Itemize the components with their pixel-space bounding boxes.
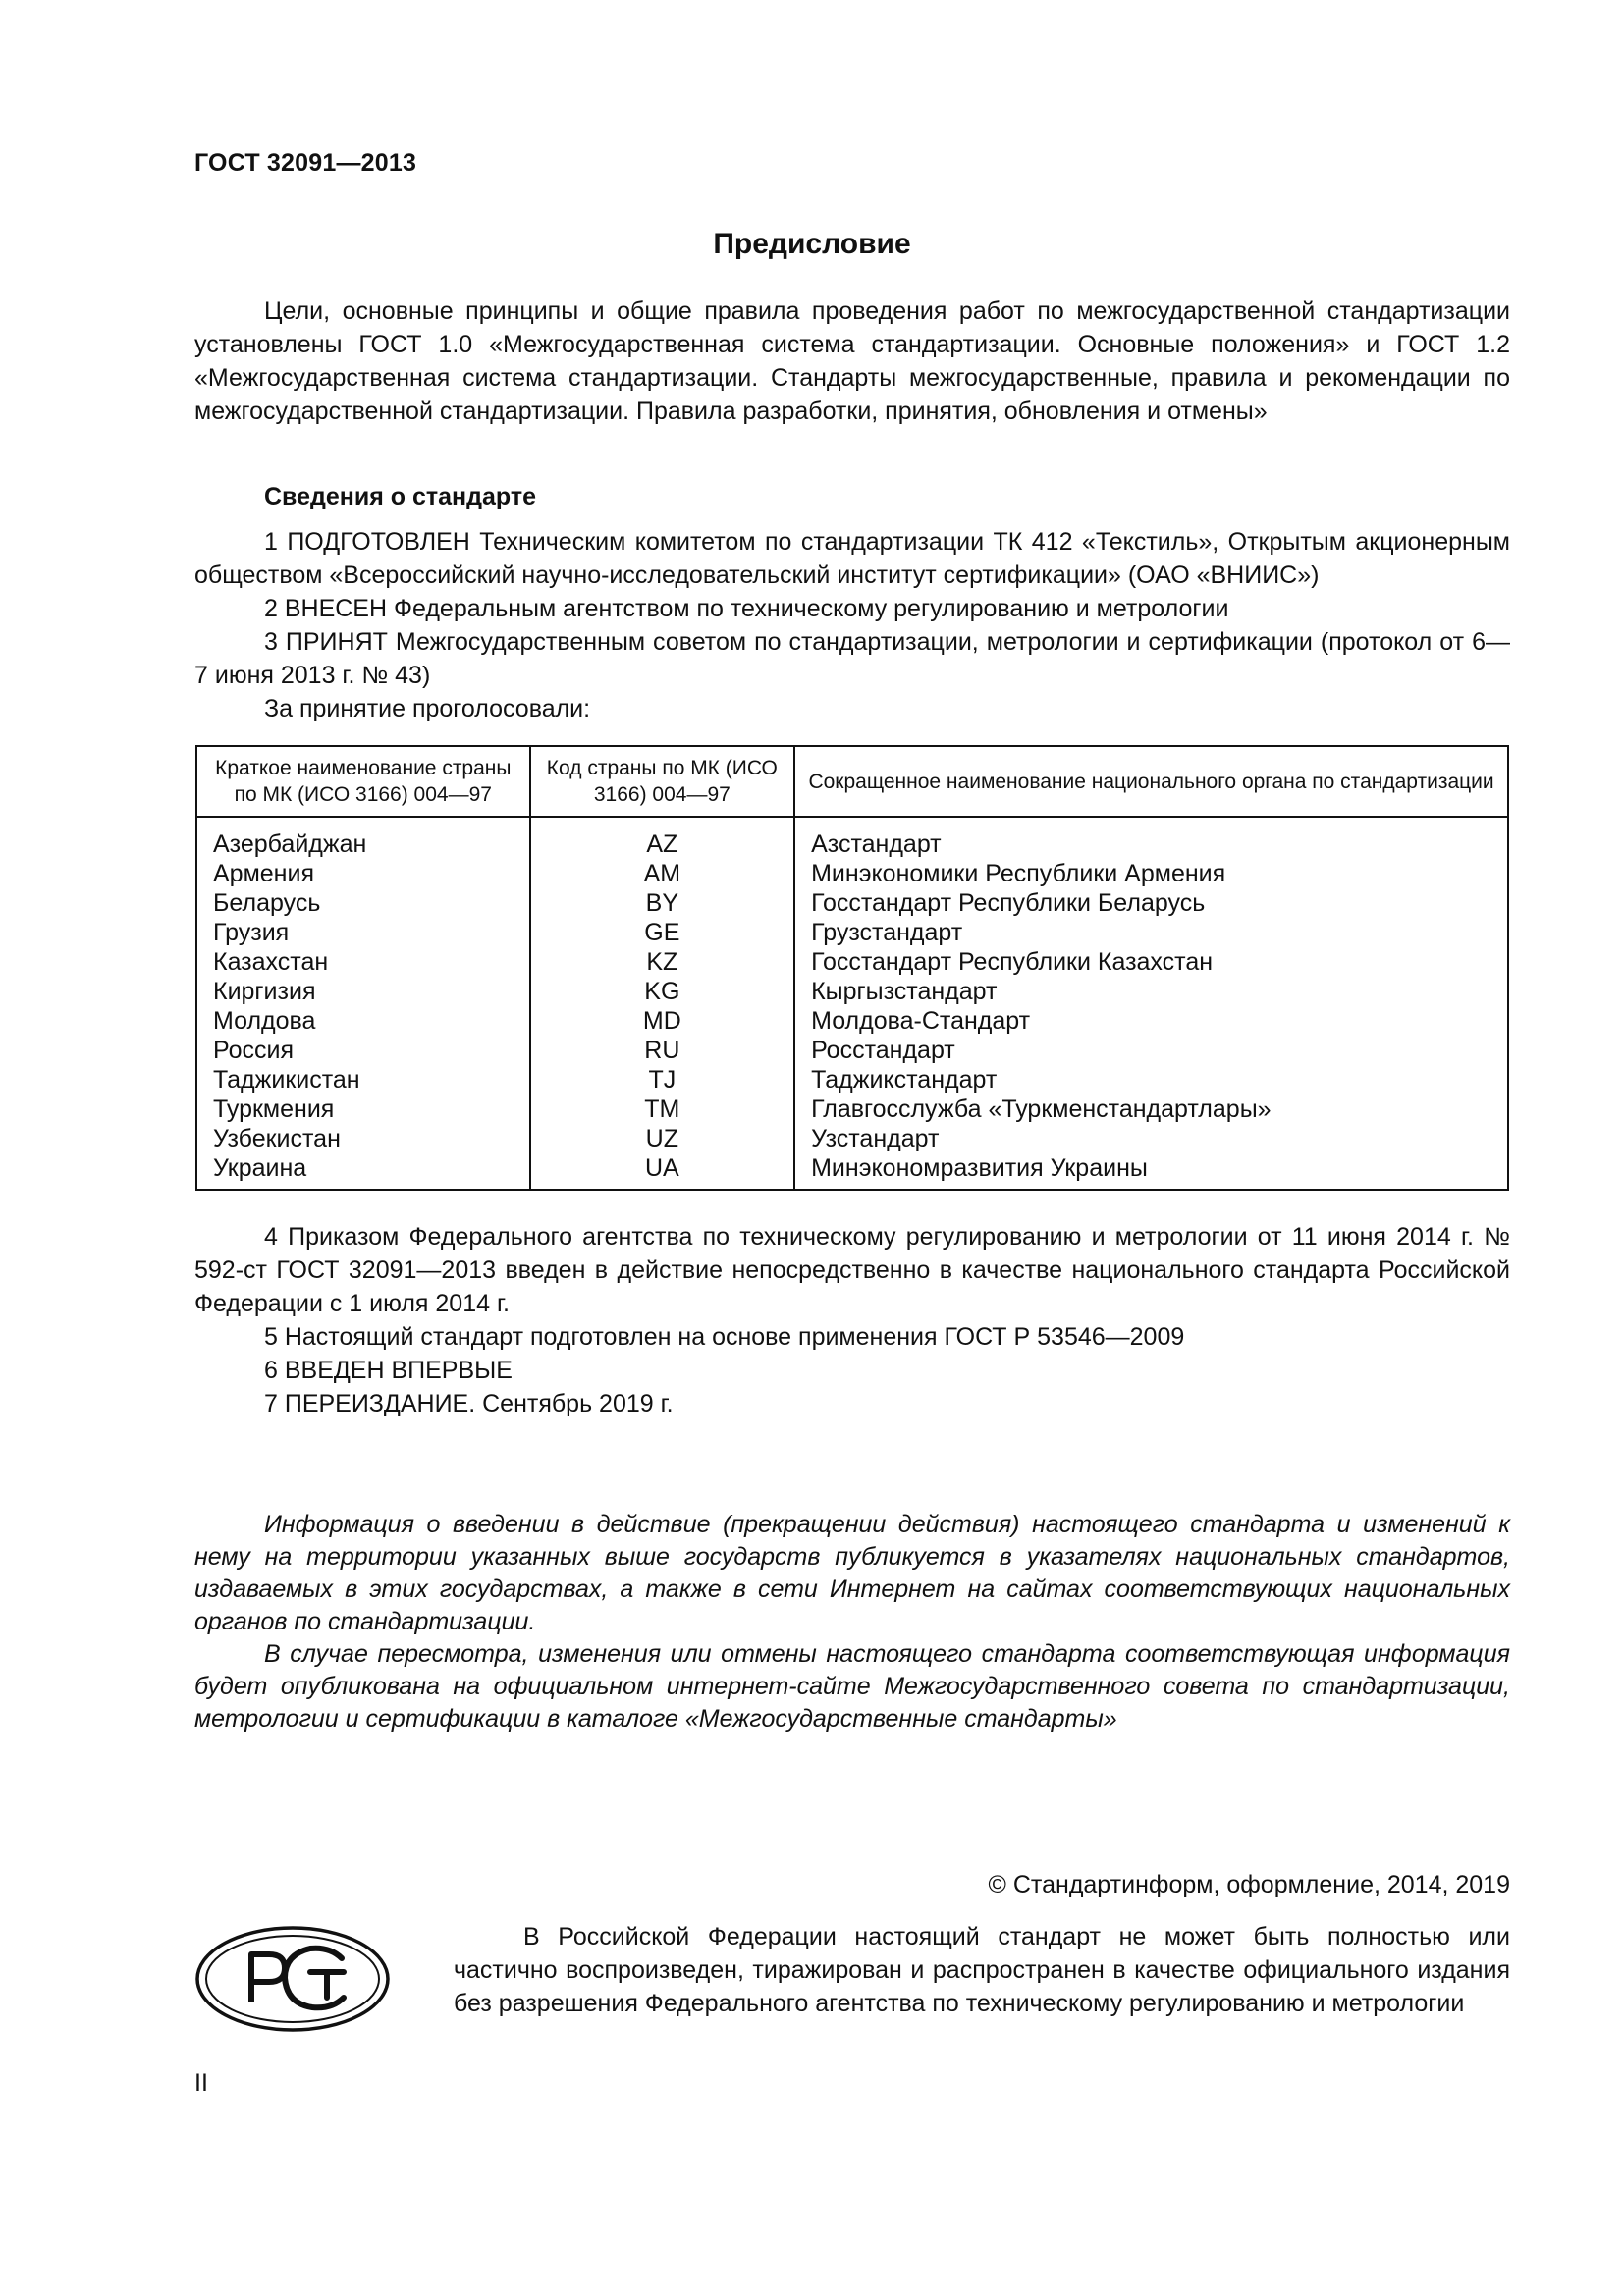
- country-name-cell: Туркмения: [196, 1095, 530, 1124]
- info-item-7: 7 ПЕРЕИЗДАНИЕ. Сентябрь 2019 г.: [264, 1390, 674, 1417]
- info-item-2: 2 ВНЕСЕН Федеральным агентством по техническому регулированию и метрологии: [264, 595, 1229, 622]
- table-row: [196, 918, 1508, 947]
- national-body-cell: Кыргызстандарт: [794, 977, 1508, 1006]
- country-code-cell: GE: [530, 918, 795, 947]
- voted-label: За принятие проголосовали:: [264, 695, 591, 722]
- table-row: [196, 1036, 1508, 1065]
- table-row: [196, 1124, 1508, 1153]
- rights-notice: [454, 1920, 1510, 2020]
- country-code-cell: KZ: [530, 947, 795, 977]
- header-country-code: Код страны по МК (ИСО 3166) 004—97: [530, 746, 795, 817]
- national-body-cell: Молдова-Стандарт: [794, 1006, 1508, 1036]
- table-row: [196, 1006, 1508, 1036]
- intro-paragraph: Цели, основные принципы и общие правила проведения работ по межгосударственной стандартизации установлены ГОСТ 1.0 «Межгосударственная система стандартизации. Основные положения» и ГОСТ 1.2 «Межгосударственная система стандартизации. Стандарты межгосударственные, правила и рекомендации по межгосударственной стандартизации. Правила разработки, принятия, обновления и отмены»: [194, 297, 1510, 425]
- info-item-5: 5 Настоящий стандарт подготовлен на основе применения ГОСТ Р 53546—2009: [264, 1323, 1185, 1351]
- country-name-cell: Беларусь: [196, 888, 530, 918]
- table-row: [196, 1065, 1508, 1095]
- info-item-3: 3 ПРИНЯТ Межгосударственным советом по стандартизации, метрологии и сертификации (протокол от 6—7 июня 2013 г. № 43): [194, 628, 1510, 689]
- country-name-cell: Казахстан: [196, 947, 530, 977]
- info-paragraph-2: В случае пересмотра, изменения или отмены настоящего стандарта соответствующая информация будет опубликована на официальном интернет-сайте Межгосударственного совета по стандартизации, метрологии и сертификации в каталоге «Межгосударственные стандарты»: [194, 1640, 1510, 1733]
- rights-paragraph: В Российской Федерации настоящий стандарт не может быть полностью или частично воспроизведен, тиражирован и распространен в качестве официального издания без разрешения Федерального агентства по техническому регулированию и метрологии: [454, 1923, 1510, 2017]
- pst-certification-mark-icon: [194, 1925, 391, 2033]
- svedeniya-heading: Сведения о стандарте: [264, 483, 537, 510]
- country-code-cell: KG: [530, 977, 795, 1006]
- table-row: [196, 977, 1508, 1006]
- standard-code-header: ГОСТ 32091—2013: [194, 149, 417, 177]
- national-body-cell: Грузстандарт: [794, 918, 1508, 947]
- country-name-cell: Армения: [196, 859, 530, 888]
- national-body-cell: Госстандарт Республики Казахстан: [794, 947, 1508, 977]
- standard-info-list-bottom: [194, 1220, 1510, 1420]
- national-body-cell: Госстандарт Республики Беларусь: [794, 888, 1508, 918]
- table-row: [196, 817, 1508, 859]
- country-name-cell: Узбекистан: [196, 1124, 530, 1153]
- table-row: [196, 1153, 1508, 1190]
- country-code-cell: AM: [530, 859, 795, 888]
- country-name-cell: Грузия: [196, 918, 530, 947]
- table-row: [196, 947, 1508, 977]
- country-code-cell: RU: [530, 1036, 795, 1065]
- country-code-cell: AZ: [530, 817, 795, 859]
- info-paragraph-1: Информация о введении в действие (прекращении действия) настоящего стандарта и изменений к нему на территории указанных выше государств публикуется в указателях национальных стандартов, издаваемых в этих государствах, а также в сети Интернет на сайтах соответствующих национальных органов по стандартизации.: [194, 1511, 1510, 1635]
- table-row: [196, 859, 1508, 888]
- header-national-body: Сокращенное наименование национального органа по стандартизации: [794, 746, 1508, 817]
- national-body-cell: Главгосслужба «Туркменстандартлары»: [794, 1095, 1508, 1124]
- country-code-cell: TJ: [530, 1065, 795, 1095]
- table-row: [196, 888, 1508, 918]
- italic-information-block: [194, 1509, 1510, 1735]
- country-name-cell: Таджикистан: [196, 1065, 530, 1095]
- table-header-row: [196, 746, 1508, 817]
- country-code-cell: UA: [530, 1153, 795, 1190]
- country-name-cell: Украина: [196, 1153, 530, 1190]
- standard-info-list-top: [194, 525, 1510, 725]
- info-item-1: 1 ПОДГОТОВЛЕН Техническим комитетом по стандартизации ТК 412 «Текстиль», Открытым акционерным обществом «Всероссийский научно-исследовательский институт сертификации» (ОАО «ВНИИС»): [194, 528, 1510, 589]
- country-code-cell: BY: [530, 888, 795, 918]
- country-name-cell: Киргизия: [196, 977, 530, 1006]
- info-item-4: 4 Приказом Федерального агентства по техническому регулированию и метрологии от 11 июня 2014 г. № 592-ст ГОСТ 32091—2013 введен в действие непосредственно в качестве национального стандарта Российской Федерации с 1 июля 2014 г.: [194, 1223, 1510, 1317]
- voting-countries-table: [195, 745, 1509, 1191]
- intro-section: [194, 294, 1510, 428]
- page-number: II: [194, 2069, 208, 2097]
- national-body-cell: Узстандарт: [794, 1124, 1508, 1153]
- info-item-6: 6 ВВЕДЕН ВПЕРВЫЕ: [264, 1357, 513, 1384]
- national-body-cell: Таджикстандарт: [794, 1065, 1508, 1095]
- country-name-cell: Россия: [196, 1036, 530, 1065]
- national-body-cell: Минэкономразвития Украины: [794, 1153, 1508, 1190]
- country-name-cell: Азербайджан: [196, 817, 530, 859]
- country-name-cell: Молдова: [196, 1006, 530, 1036]
- header-country-name: Краткое наименование страны по МК (ИСО 3166) 004—97: [196, 746, 530, 817]
- page-title: Предисловие: [713, 228, 911, 260]
- national-body-cell: Минэкономики Республики Армения: [794, 859, 1508, 888]
- copyright-line: © Стандартинформ, оформление, 2014, 2019: [988, 1871, 1510, 1898]
- national-body-cell: Росстандарт: [794, 1036, 1508, 1065]
- table-body: [196, 817, 1508, 1190]
- table-row: [196, 1095, 1508, 1124]
- national-body-cell: Азстандарт: [794, 817, 1508, 859]
- country-code-cell: MD: [530, 1006, 795, 1036]
- country-code-cell: TM: [530, 1095, 795, 1124]
- country-code-cell: UZ: [530, 1124, 795, 1153]
